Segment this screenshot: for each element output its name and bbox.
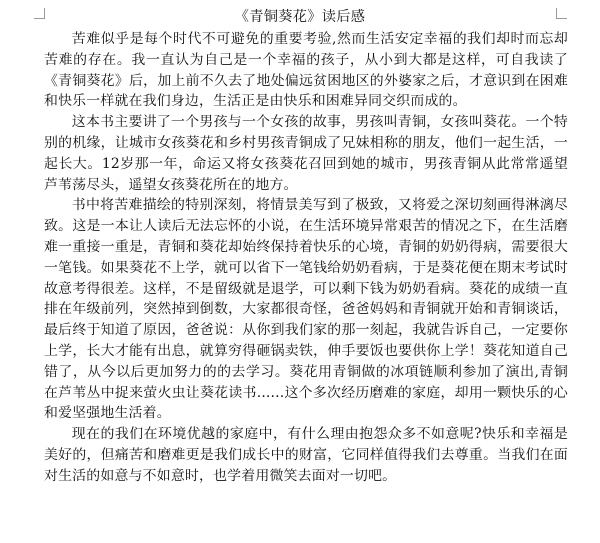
paragraph-3: 书中将苦难描绘的特别深刻，将情景美写到了极致，又将爱之深切刻画得淋漓尽致。这是一本让人读后无法忘怀的小说，在生活环境异常艰苦的情况之下，在生活磨难一重接一重是，青铜和葵花却始终保持着快乐的心境，青铜的奶奶得病，需要很大一笔钱。如果葵花不上学，就可以省下一笔钱给奶奶看病，于是葵花便在期末考试时故意考得很差。这样，不是留级就是退学，可以剩下钱为奶奶看病。葵花的成绩一直排在年级前列，突然掉到倒数，大家都很奇怪，爸爸妈妈和青铜就开始和青铜谈话，最后终于知道了原因，爸爸说：从你到我们家的那一刻起，我就告诉自己，一定要你上学，长大才能有出息，就算穷得砸锅卖铁，伸手要饭也要供你上学！葵花知道自己错了，从今以后更加努力的的去学习。葵花用青铜做的冰項链顺利参加了演出,青铜在芦苇丛中捉来萤火虫让葵花读书......这个多次经历磨难的家庭，却用一颗快乐的心和爱坚强地生活着。 bbox=[44, 197, 568, 422]
paragraph-2: 这本书主要讲了一个男孩与一个女孩的故事，男孩叫青铜，女孩叫葵花。一个特别的机缘，让城市女孩葵花和乡村男孩青铜成了兄妹相称的朋友，他们一起生活，一起长大。12岁那一年，命运又将女孩葵花召回到她的城市，男孩青铜从此常常遥望芦苇荡尽头，遥望女孩葵花所在的地方。 bbox=[44, 114, 568, 193]
paragraph-1: 苦难似乎是每个时代不可避免的重要考验,然而生活安定幸福的我们却时而忘却苦难的存在。我一直认为自己是一个幸福的孩子，从小到大都是这样，可自我读了《青铜葵花》后，加上前不久去了地处偏远贫困地区的外婆家之后，才意识到在困难和快乐一样就在我们身边，生活正是由快乐和困难异同交织而成的。 bbox=[44, 31, 568, 110]
paragraph-4: 现在的我们在环境优越的家庭中，有什么理由抱怨众多不如意呢?快乐和幸福是美好的，但痛苦和磨难更是我们成长中的财富，它同样值得我们去尊重。当我们在面对生活的如意与不如意时，也学着用微笑去面对一切吧。 bbox=[44, 426, 568, 484]
document-title: 《青铜葵花》读后感 bbox=[234, 9, 366, 25]
document-body bbox=[44, 29, 568, 487]
